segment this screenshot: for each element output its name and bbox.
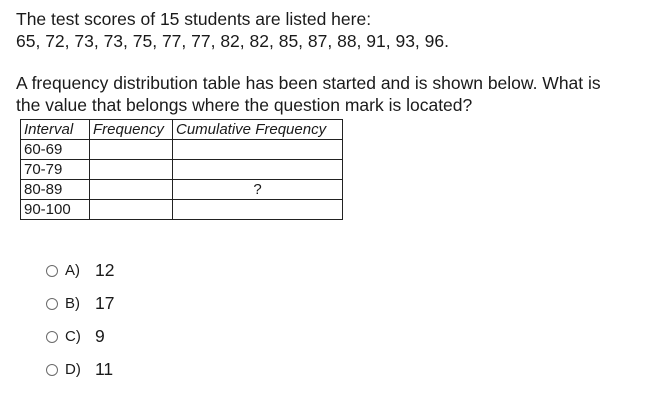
choice-letter: D) (65, 361, 81, 378)
header-frequency: Frequency (90, 120, 173, 140)
header-cumulative-frequency: Cumulative Frequency (173, 120, 343, 140)
radio-button-icon[interactable] (46, 331, 58, 343)
choice-value: 9 (95, 326, 105, 346)
interval-cell: 70-79 (21, 160, 90, 180)
frequency-table (20, 119, 343, 220)
table-row (21, 160, 343, 180)
radio-button-icon[interactable] (46, 298, 58, 310)
radio-button-icon[interactable] (46, 364, 58, 376)
choice-value: 12 (95, 260, 115, 280)
question-text (16, 8, 646, 52)
choice-letter: A) (65, 262, 80, 279)
choice-value: 11 (95, 359, 114, 379)
interval-cell: 60-69 (21, 140, 90, 160)
frequency-cell (90, 160, 173, 180)
table-row (21, 180, 343, 200)
choice-b[interactable] (46, 287, 114, 320)
question-mark-cell: ? (173, 180, 343, 200)
choice-c[interactable] (46, 320, 114, 353)
cumulative-cell (173, 160, 343, 180)
question-line-1: The test scores of 15 students are listed here: (16, 9, 372, 29)
interval-cell: 80-89 (21, 180, 90, 200)
choice-letter: B) (65, 295, 80, 312)
answer-choices (46, 254, 114, 386)
radio-button-icon[interactable] (46, 265, 58, 277)
choice-letter: C) (65, 328, 81, 345)
table-row (21, 140, 343, 160)
cumulative-cell (173, 200, 343, 220)
choice-d[interactable] (46, 353, 114, 386)
table-header-row (21, 120, 343, 140)
question-prompt (16, 72, 646, 116)
table-row (21, 200, 343, 220)
choice-a[interactable] (46, 254, 114, 287)
interval-cell: 90-100 (21, 200, 90, 220)
question-line-4: the value that belongs where the question mark is located? (16, 95, 473, 115)
scores-list: 65, 72, 73, 73, 75, 77, 77, 82, 82, 85, 87, 88, 91, 93, 96. (16, 31, 449, 51)
header-interval: Interval (21, 120, 90, 140)
frequency-cell (90, 200, 173, 220)
cumulative-cell (173, 140, 343, 160)
frequency-cell (90, 180, 173, 200)
choice-value: 17 (95, 293, 115, 313)
frequency-cell (90, 140, 173, 160)
question-line-3: A frequency distribution table has been started and is shown below. What is (16, 73, 601, 93)
